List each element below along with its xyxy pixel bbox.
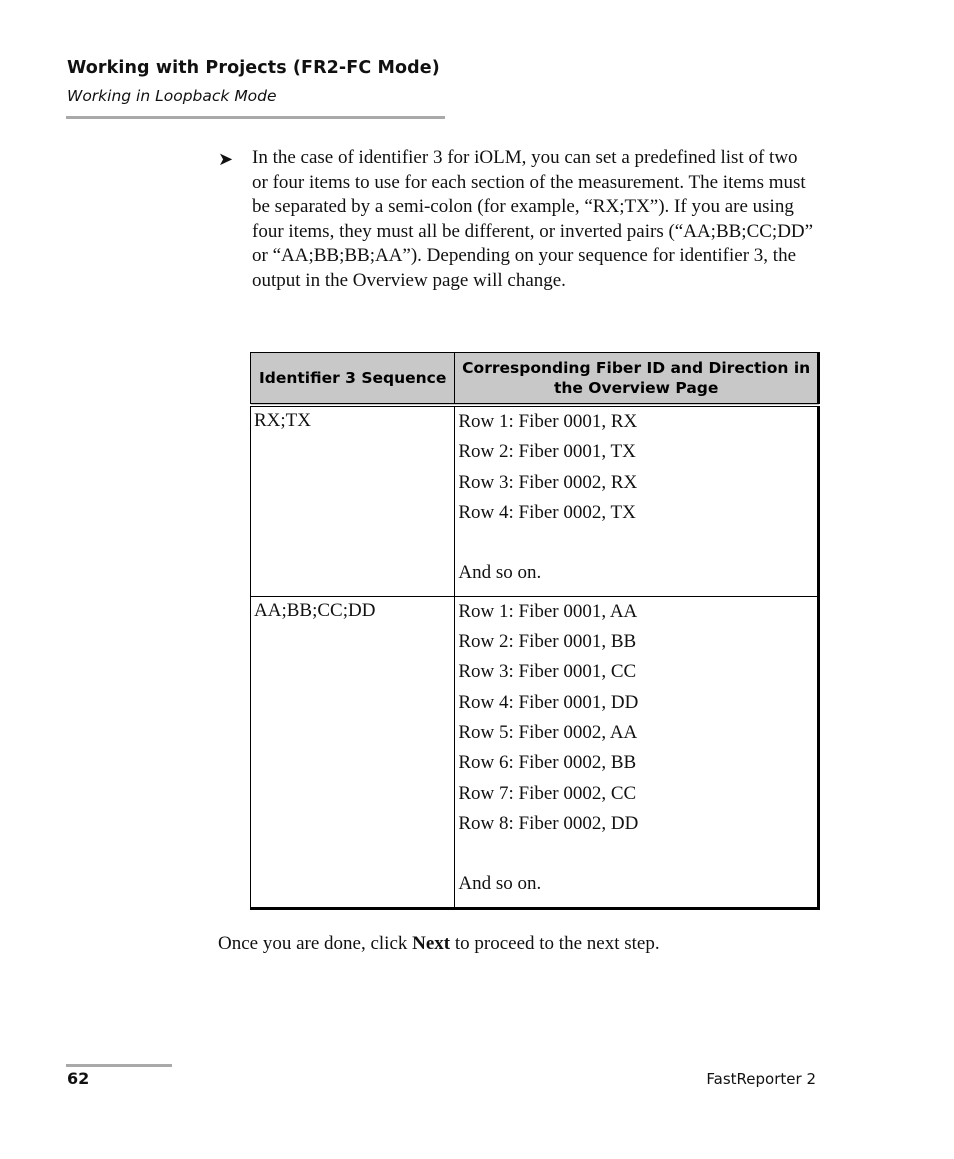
fiber-line: Row 3: Fiber 0002, RX <box>458 471 638 493</box>
fiber-line: Row 7: Fiber 0002, CC <box>458 782 637 804</box>
bullet-paragraph: In the case of identifier 3 for iOLM, you can set a predefined list of two or four items to use for each section of the measurement. The items must be separated by a semi-colon (for example, “RX;TX”). If you are using four items, they must all be different, or inverted pairs (“AA;BB;CC;DD” or “AA;BB;BB;AA”). Depending on your sequence for identifier 3, the output in the Overview page will change. <box>252 147 814 291</box>
table-header-row <box>251 353 819 406</box>
page-number: 62 <box>67 1069 90 1088</box>
spacer <box>458 531 814 561</box>
table-row <box>251 405 819 596</box>
sequence-cell: RX;TX <box>251 405 455 596</box>
closing-text-before: Once you are done, click <box>218 933 413 954</box>
fiber-line: Row 1: Fiber 0001, RX <box>458 411 638 432</box>
fiber-line: Row 5: Fiber 0002, AA <box>458 721 638 743</box>
fiber-line: Row 8: Fiber 0002, DD <box>458 812 639 834</box>
column-header-sequence: Identifier 3 Sequence <box>251 353 455 406</box>
fiber-line: Row 4: Fiber 0001, DD <box>458 691 639 713</box>
identifier-sequence-table <box>250 352 820 910</box>
and-so-on-text: And so on. <box>458 873 542 895</box>
section-title: Working with Projects (FR2-FC Mode) <box>67 58 440 78</box>
header-rule <box>66 116 445 119</box>
fiber-line: Row 6: Fiber 0002, BB <box>458 752 637 774</box>
fiber-line: Row 2: Fiber 0001, TX <box>458 441 636 463</box>
fiber-line: Row 3: Fiber 0001, CC <box>458 661 637 683</box>
section-subtitle: Working in Loopback Mode <box>67 87 277 105</box>
closing-paragraph <box>218 932 660 956</box>
fiber-line: Row 2: Fiber 0001, BB <box>458 631 637 653</box>
product-name: FastReporter 2 <box>706 1070 816 1088</box>
fiber-line: Row 4: Fiber 0002, TX <box>458 501 636 523</box>
bullet-arrow-icon: ➤ <box>218 149 234 169</box>
and-so-on-text: And so on. <box>458 562 542 584</box>
fiber-line: Row 1: Fiber 0001, AA <box>458 600 638 622</box>
column-header-fiber-id: Corresponding Fiber ID and Direction in the Overview Page <box>455 353 819 406</box>
table-row <box>251 596 819 908</box>
sequence-cell: AA;BB;CC;DD <box>251 596 455 908</box>
fiber-id-cell <box>455 596 819 908</box>
next-keyword: Next <box>412 933 451 954</box>
fiber-id-cell <box>455 405 819 596</box>
closing-text-after: to proceed to the next step. <box>450 933 660 954</box>
footer-rule <box>66 1064 172 1067</box>
spacer <box>458 842 814 872</box>
